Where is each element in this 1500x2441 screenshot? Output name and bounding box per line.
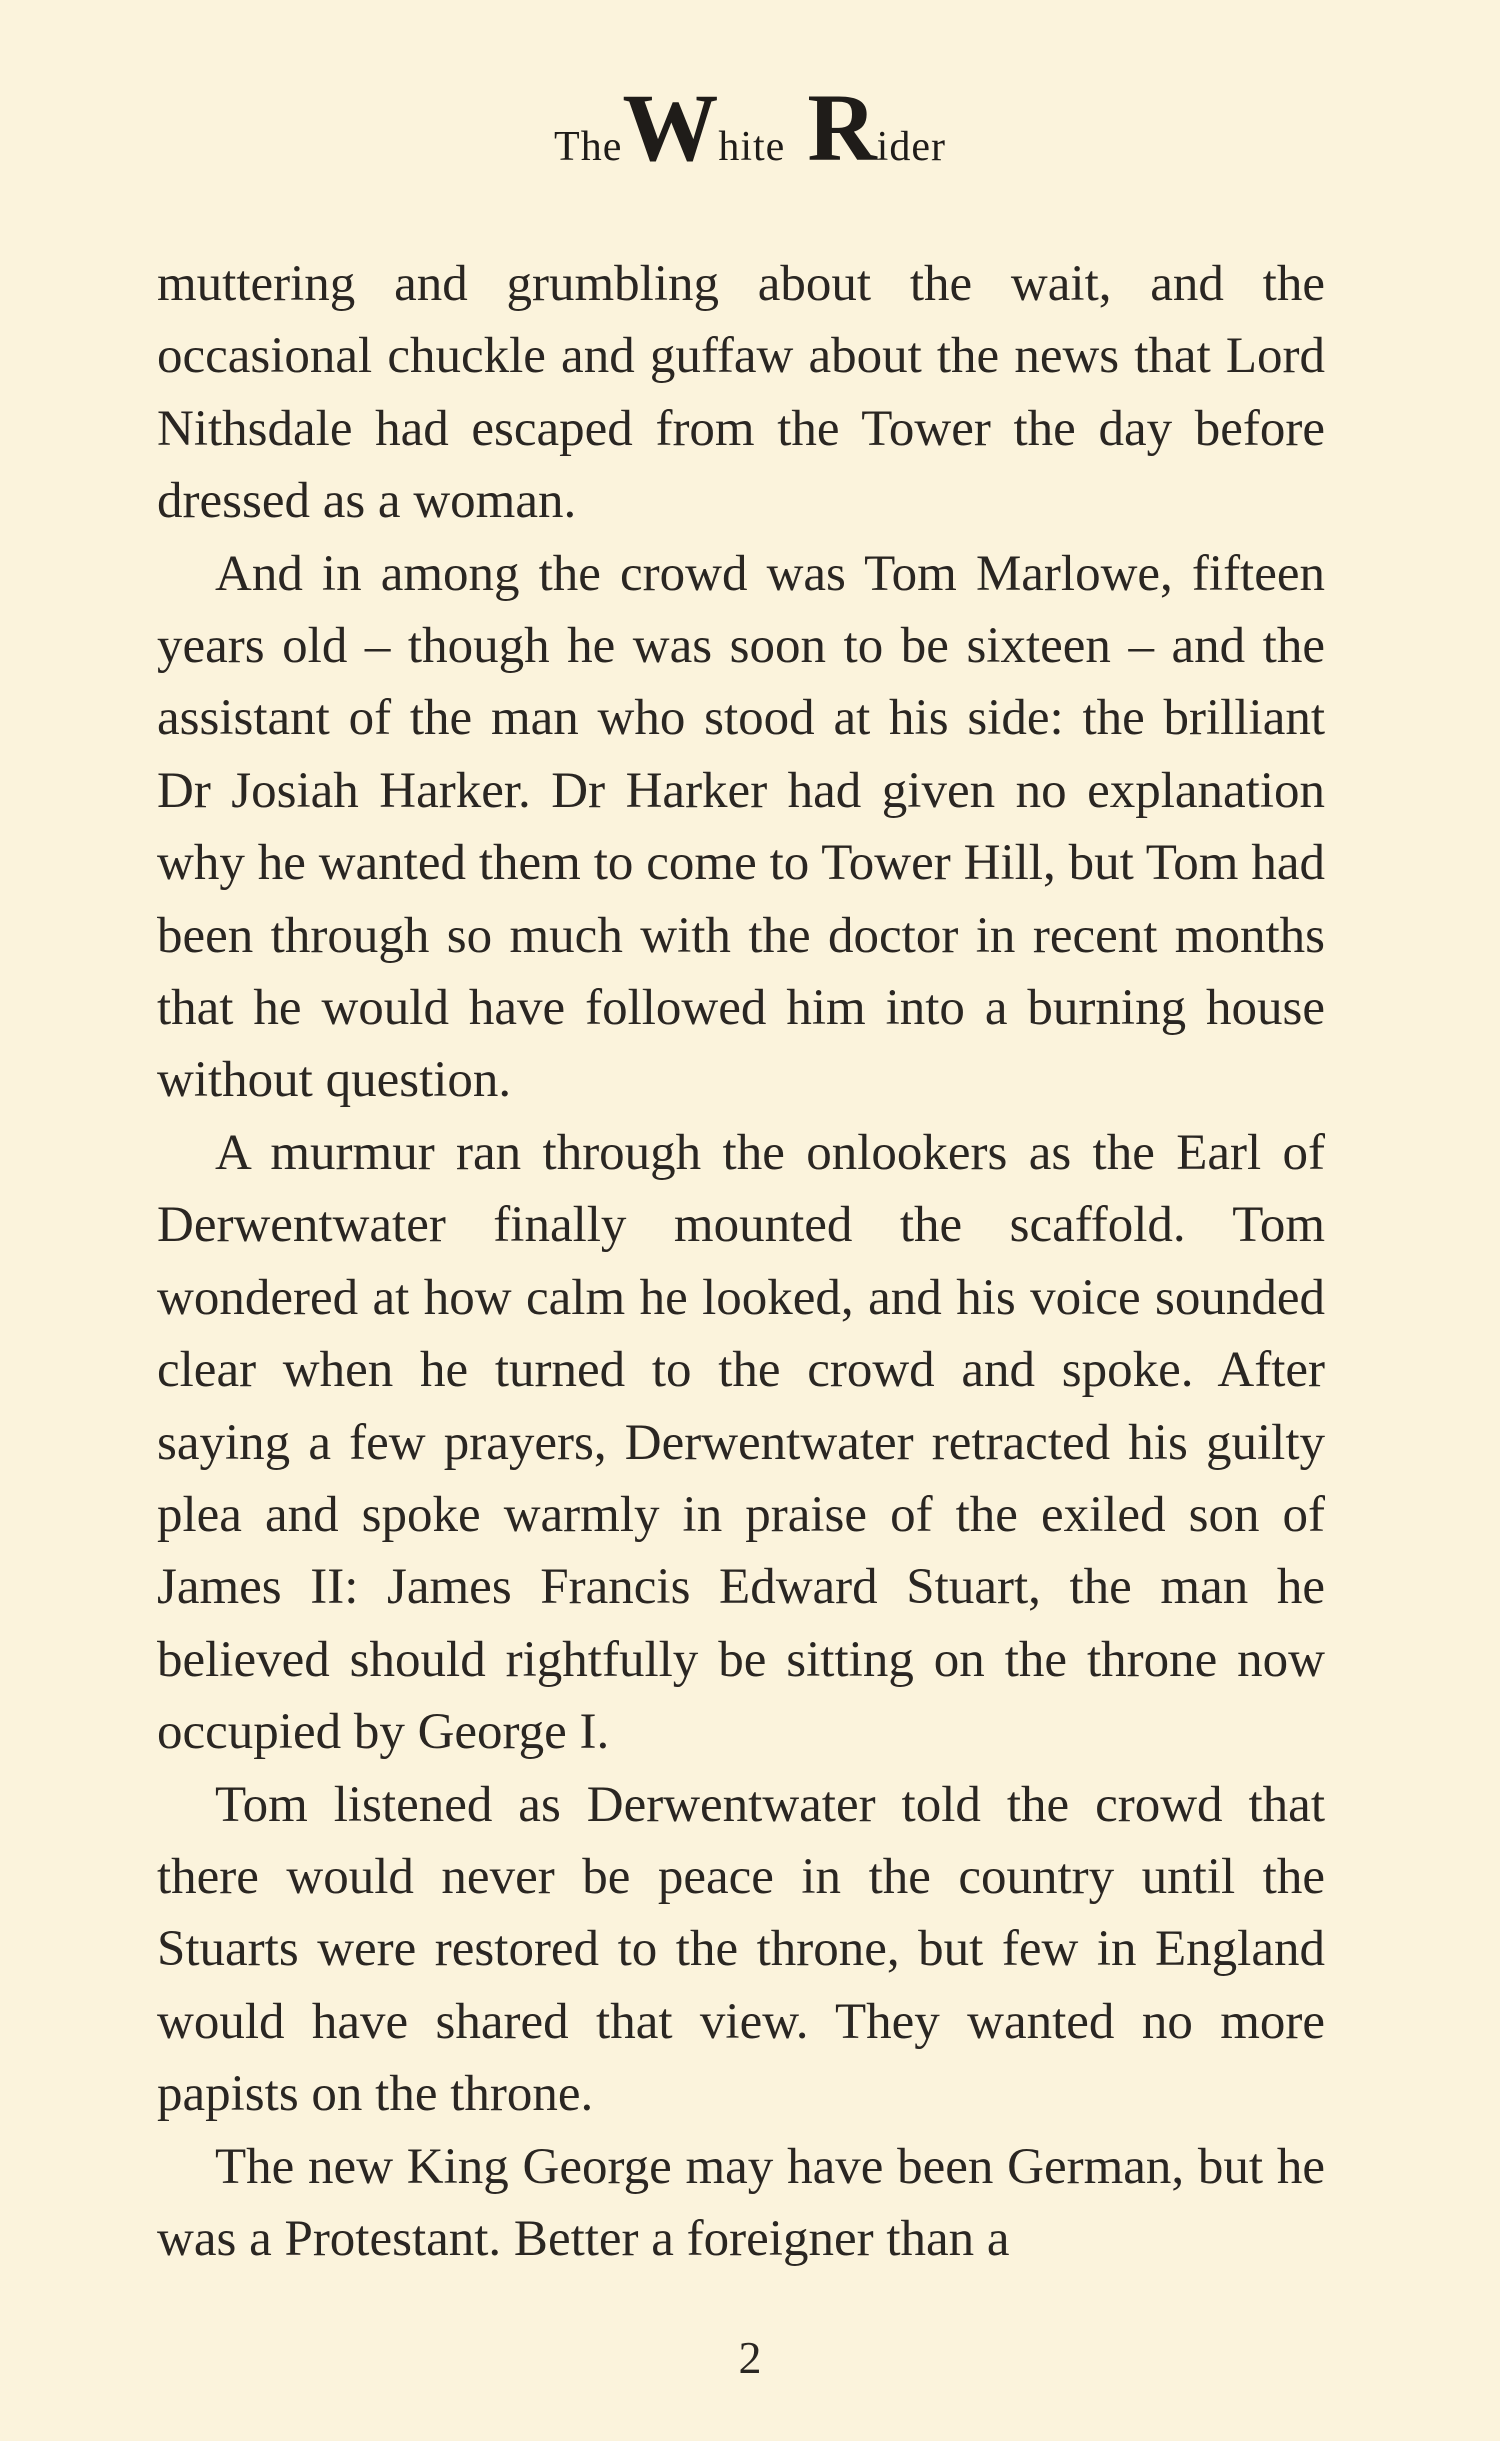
running-head-the: The <box>554 124 623 170</box>
body-text <box>157 248 1325 2275</box>
running-head-w-rest: hite <box>718 124 786 170</box>
running-head-r-initial: R <box>807 74 877 181</box>
paragraph-1: muttering and grumbling about the wait, and the occasional chuckle and guffaw about the news that Lord Nithsdale had escaped from the Tower the day before dressed as a woman. <box>157 256 1325 530</box>
paragraph-5: The new King George may have been German, but he was a Protestant. Better a foreigner than a <box>157 2138 1325 2267</box>
paragraph-4: Tom listened as Derwentwater told the crowd that there would never be peace in the country until the Stuarts were restored to the throne, but few in England would have shared that view. They wanted no more papists on the throne. <box>157 1776 1325 2123</box>
running-head-w-initial: W <box>622 74 719 181</box>
running-head-r-rest: ider <box>876 124 946 170</box>
page-number: 2 <box>738 2332 762 2383</box>
running-head <box>0 74 1500 181</box>
paragraph-2: And in among the crowd was Tom Marlowe, fifteen years old – though he was soon to be sixteen – and the assistant of the man who stood at his side: the brilliant Dr Josiah Harker. Dr Harker had given no explanation why he wanted them to come to Tower Hill, but Tom had been through so much with the doctor in recent months that he would have followed him into a burning house without question. <box>157 545 1325 1109</box>
paragraph-3: A murmur ran through the onlookers as the Earl of Derwentwater finally mounted the scaffold. Tom wondered at how calm he looked, and his voice sounded clear when he turned to the crowd and spoke. After saying a few prayers, Derwentwater retracted his guilty plea and spoke warmly in praise of the exiled son of James II: James Francis Edward Stuart, the man he believed should rightfully be sitting on the throne now occupied by George I. <box>157 1124 1325 1761</box>
